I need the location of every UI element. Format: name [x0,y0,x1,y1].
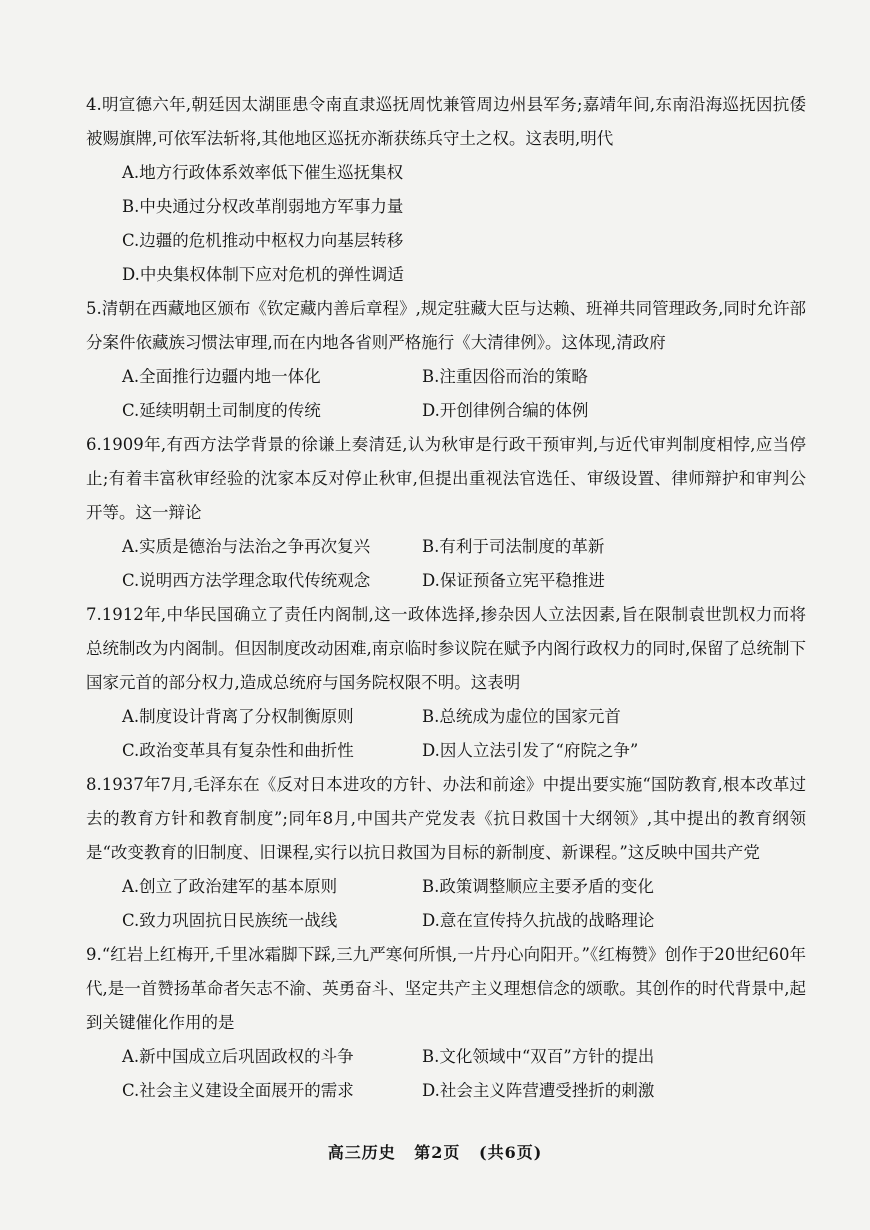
option-B[interactable]: B.文化领域中“双百”方针的提出 [422,1047,655,1066]
option-C[interactable]: C.延续明朝土司制度的传统 [122,401,321,420]
question-5 [86,292,806,428]
option-B[interactable]: B.政策调整顺应主要矛盾的变化 [422,877,654,896]
option-C[interactable]: C.说明西方法学理念取代传统观念 [122,571,371,590]
option-list [122,360,806,428]
question-stem: 5.清朝在西藏地区颁布《钦定藏内善后章程》,规定驻藏大臣与达赖、班禅共同管理政务,同时允许部分案件依藏族习惯法审理,而在内地各省则严格施行《大清律例》。这体现,清政府 [86,299,806,352]
option-list [122,700,806,768]
option-A[interactable]: A.创立了政治建军的基本原则 [122,877,338,896]
option-row [122,870,806,904]
option-row [122,700,806,734]
option-A[interactable]: A.全面推行边疆内地一体化 [122,367,321,386]
question-7 [86,598,806,768]
option-list [122,156,806,292]
question-stem: 7.1912年,中华民国确立了责任内阁制,这一政体选择,掺杂因人立法因素,旨在限制袁世凯权力而将总统制改为内阁制。但因制度改动困难,南京临时参议院在赋予内阁行政权力的同时,保留了总统制下国家元首的部分权力,造成总统府与国务院权限不明。这表明 [86,605,806,692]
option-D[interactable]: D.意在宣传持久抗战的战略理论 [422,911,655,930]
option-D[interactable]: D.保证预备立宪平稳推进 [422,571,605,590]
option-A[interactable]: A.制度设计背离了分权制衡原则 [122,707,354,726]
page-footer [0,1140,870,1163]
option-row [122,394,806,428]
option-D[interactable]: D.中央集权体制下应对危机的弹性调适 [122,265,404,284]
option-B[interactable]: B.有利于司法制度的革新 [422,537,605,556]
option-A[interactable]: A.地方行政体系效率低下催生巡抚集权 [122,163,404,182]
option-A[interactable]: A.实质是德治与法治之争再次复兴 [122,537,371,556]
option-list [122,530,806,598]
question-8 [86,768,806,938]
option-row [122,564,806,598]
option-D[interactable]: D.因人立法引发了“府院之争” [422,741,639,760]
option-A[interactable]: A.新中国成立后巩固政权的斗争 [122,1047,354,1066]
option-row [122,1040,806,1074]
option-row [122,734,806,768]
footer-page-number: 第2页 [414,1143,461,1162]
option-C[interactable]: C.致力巩固抗日民族统一战线 [122,911,338,930]
option-row [122,360,806,394]
option-list [122,870,806,938]
question-stem: 9.“红岩上红梅开,千里冰霜脚下踩,三九严寒何所惧,一片丹心向阳开。”《红梅赞》创作于20世纪60年代,是一首赞扬革命者矢志不渝、英勇奋斗、坚定共产主义理想信念的颂歌。其创作的时代背景中,起到关键催化作用的是 [86,945,806,1032]
question-stem: 6.1909年,有西方法学背景的徐谦上奏清廷,认为秋审是行政干预审判,与近代审判制度相悖,应当停止;有着丰富秋审经验的沈家本反对停止秋审,但提出重视法官选任、审级设置、律师辩护和审判公开等。这一辩论 [86,435,806,522]
option-B[interactable]: B.注重因俗而治的策略 [422,367,588,386]
option-C[interactable]: C.边疆的危机推动中枢权力向基层转移 [122,231,404,250]
option-list [122,1040,806,1108]
option-D[interactable]: D.社会主义阵营遭受挫折的刺激 [422,1081,655,1100]
question-6 [86,428,806,598]
option-C[interactable]: C.政治变革具有复杂性和曲折性 [122,741,354,760]
footer-subject: 高三历史 [327,1143,396,1162]
footer-total-pages: (共6页) [479,1143,543,1162]
question-stem: 4.明宣德六年,朝廷因太湖匪患令南直隶巡抚周忱兼管周边州县军务;嘉靖年间,东南沿海巡抚因抗倭被赐旗牌,可依军法斩将,其他地区巡抚亦渐获练兵守土之权。这表明,明代 [86,95,806,148]
option-C[interactable]: C.社会主义建设全面展开的需求 [122,1081,354,1100]
question-9 [86,938,806,1108]
option-D[interactable]: D.开创律例合编的体例 [422,401,589,420]
question-list [86,88,806,1108]
option-row [122,904,806,938]
option-row [122,1074,806,1108]
option-B[interactable]: B.中央通过分权改革削弱地方军事力量 [122,197,404,216]
option-row [122,530,806,564]
option-B[interactable]: B.总统成为虚位的国家元首 [422,707,621,726]
question-4 [86,88,806,292]
question-stem: 8.1937年7月,毛泽东在《反对日本进攻的方针、办法和前途》中提出要实施“国防教育,根本改革过去的教育方针和教育制度”;同年8月,中国共产党发表《抗日救国十大纲领》,其中提出的教育纲领是“改变教育的旧制度、旧课程,实行以抗日救国为目标的新制度、新课程。”这反映中国共产党 [86,775,806,862]
